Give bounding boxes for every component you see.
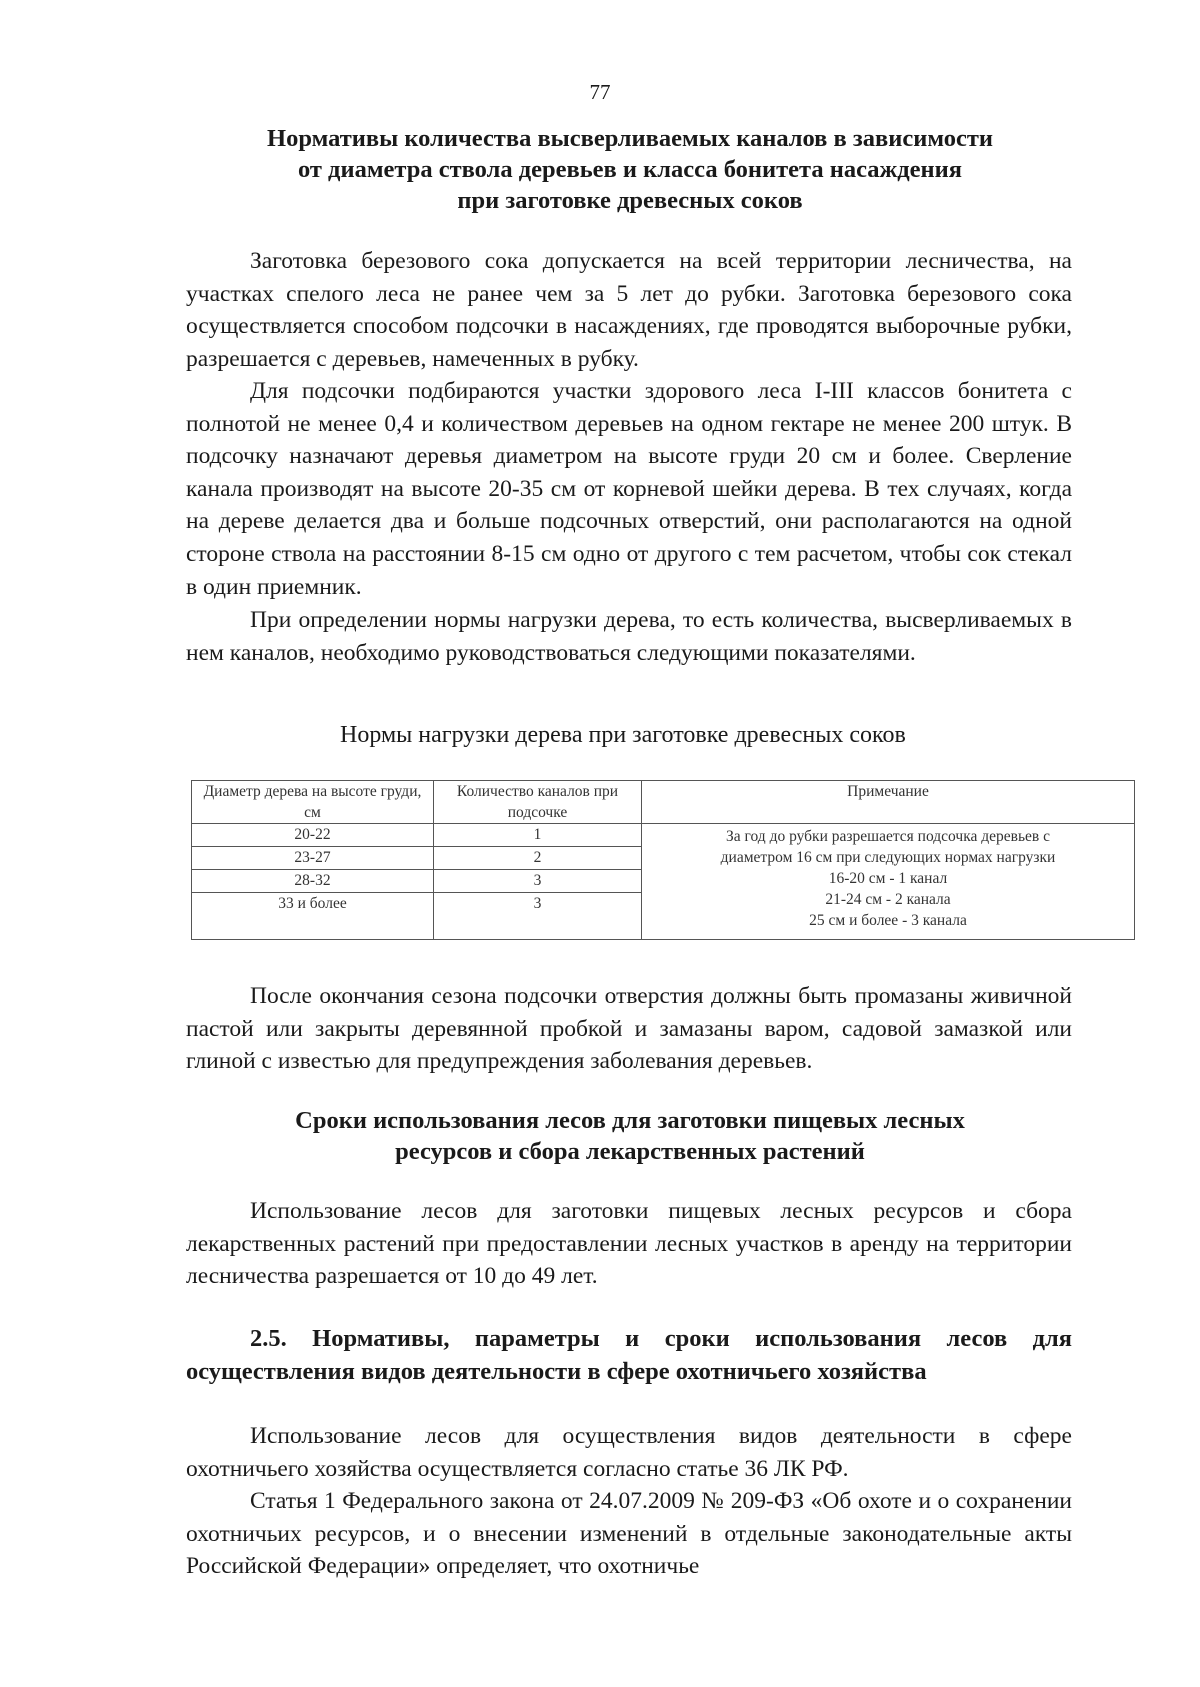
page-number: 77 bbox=[589, 80, 611, 104]
cell-note bbox=[642, 824, 1135, 940]
section-heading-terms bbox=[190, 1105, 1070, 1167]
note-line: За год до рубки разрешается подсочка деревьев с bbox=[726, 828, 1050, 845]
cell-diameter: 33 и более bbox=[192, 893, 434, 940]
load-norms-table bbox=[191, 780, 1135, 940]
heading-line: ресурсов и сбора лекарственных растений bbox=[395, 1138, 865, 1165]
cell-channels: 2 bbox=[434, 847, 642, 870]
header-diameter: Диаметр дерева на высоте груди, см bbox=[192, 781, 434, 824]
heading-line: от диаметра ствола деревьев и класса бонитета насаждения bbox=[297, 156, 963, 183]
cell-channels: 3 bbox=[434, 893, 642, 940]
note-line: 25 см и более - 3 канала bbox=[809, 912, 967, 929]
paragraph-hunting-usage: Использование лесов для осуществления видов деятельности в сфере охотничьего хозяйства осуществляется согласно статье 36 ЛК РФ. bbox=[186, 1423, 1072, 1482]
paragraph-load-norms-intro: При определении нормы нагрузки дерева, то есть количества, высверливаемых в нем каналов, необходимо руководствоваться следующими показателями. bbox=[186, 607, 1072, 666]
cell-channels: 1 bbox=[434, 824, 642, 847]
section-heading-sap-norms bbox=[190, 123, 1070, 216]
heading-line: при заготовке древесных соков bbox=[457, 187, 803, 214]
header-channels: Количество каналов при подсочке bbox=[434, 781, 642, 824]
note-line: 21-24 см - 2 канала bbox=[825, 891, 951, 908]
cell-channels: 3 bbox=[434, 870, 642, 893]
header-note: Примечание bbox=[642, 781, 1135, 824]
paragraph-after-season: После окончания сезона подсочки отверстия должны быть промазаны живичной пастой или закрыты деревянной пробкой и замазаны варом, садовой замазкой или глиной с известью для предупреждения заболевания деревьев. bbox=[186, 983, 1072, 1075]
table-row bbox=[192, 824, 1135, 847]
section-title: Нормативы, параметры и сроки использования лесов для осуществления видов деятельности в сфере охотничьего хозяйства bbox=[186, 1325, 1072, 1385]
cell-diameter: 28-32 bbox=[192, 870, 434, 893]
paragraph-federal-law: Статья 1 Федерального закона от 24.07.2009 № 209-ФЗ «Об охоте и о сохранении охотничьих ресурсов, и о внесении изменений в отдельные законодательные акты Российской Федерации» определяет, что охотничье bbox=[186, 1488, 1072, 1580]
note-line: диаметром 16 см при следующих нормах нагрузки bbox=[720, 849, 1056, 866]
section-number: 2.5. bbox=[250, 1325, 287, 1352]
heading-line: Нормативы количества высверливаемых каналов в зависимости bbox=[267, 125, 993, 152]
section-2-5-heading bbox=[186, 1322, 1072, 1388]
paragraph-lease-terms: Использование лесов для заготовки пищевых лесных ресурсов и сбора лекарственных растений при предоставлении лесных участков в аренду на территории лесничества разрешается от 10 до 49 лет. bbox=[186, 1198, 1072, 1290]
paragraph-birch-sap: Заготовка березового сока допускается на всей территории лесничества, на участках спелого леса не ранее чем за 5 лет до рубки. Заготовка березового сока осуществляется способом подсочки в насаждениях, где проводятся выборочные рубки, разрешается с деревьев, намеченных в рубку. bbox=[186, 248, 1072, 372]
paragraph-tapping-requirements: Для подсочки подбираются участки здорового леса I-III классов бонитета с полнотой не менее 0,4 и количеством деревьев на одном гектаре не менее 200 штук. В подсочку назначают деревья диаметром на высоте груди 20 см и более. Сверление канала производят на высоте 20-35 см от корневой шейки дерева. В тех случаях, когда на дереве делается два и больше подсочных отверстий, они располагаются на одной стороне ствола на расстоянии 8-15 см одно от другого с тем расчетом, чтобы сок стекал в один приемник. bbox=[186, 378, 1072, 600]
table-header-row bbox=[192, 781, 1135, 824]
table-caption: Нормы нагрузки дерева при заготовке древесных соков bbox=[340, 722, 906, 748]
cell-diameter: 20-22 bbox=[192, 824, 434, 847]
cell-diameter: 23-27 bbox=[192, 847, 434, 870]
heading-line: Сроки использования лесов для заготовки пищевых лесных bbox=[295, 1107, 965, 1134]
note-line: 16-20 см - 1 канал bbox=[828, 870, 948, 887]
